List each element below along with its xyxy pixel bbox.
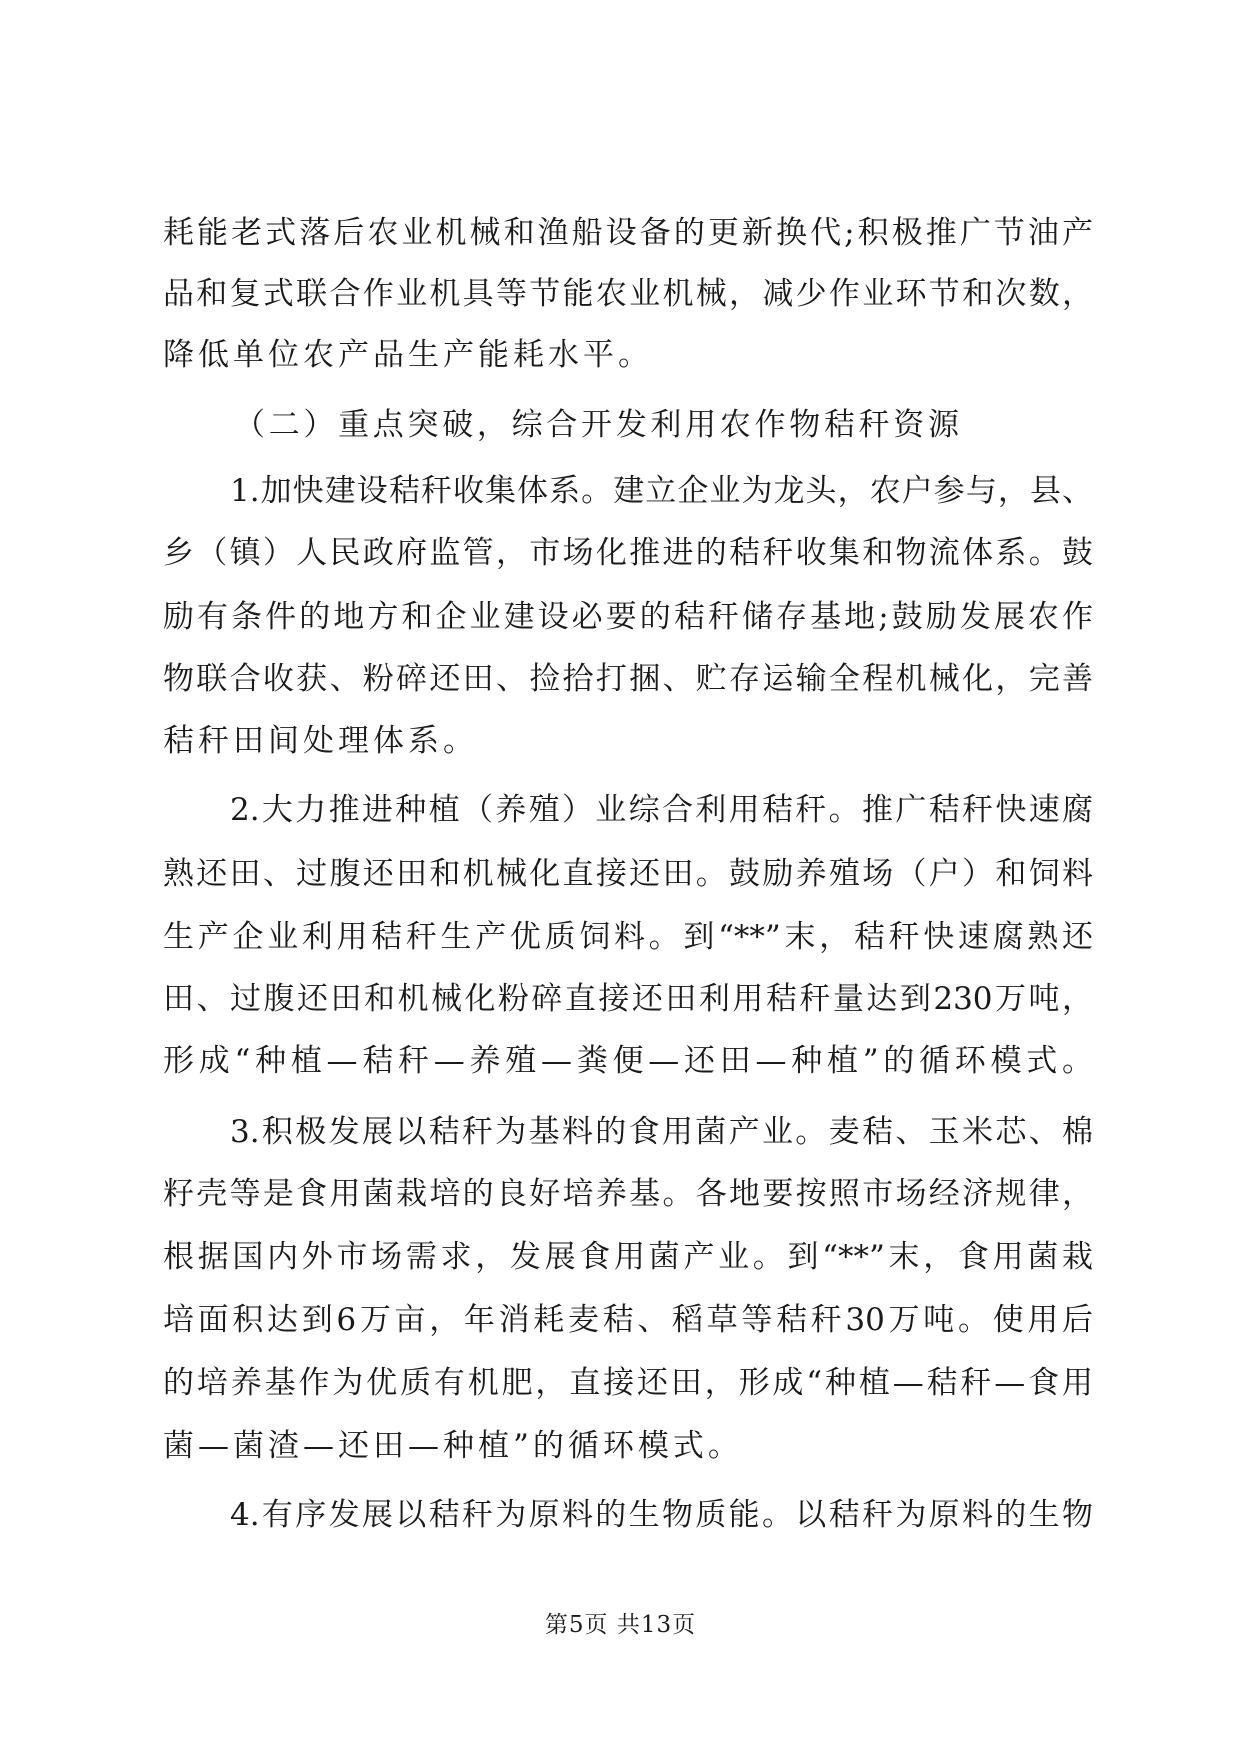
body-text-line: 耗能老式落后农业机械和渔船设备的更新换代;积极推广节油产 bbox=[163, 215, 1093, 251]
body-text-line: 物联合收获、粉碎还田、捡拾打捆、贮存运输全程机械化，完善 bbox=[163, 661, 1093, 697]
body-text-line: 励有条件的地方和企业建设必要的秸秆储存基地;鼓励发展农作 bbox=[163, 599, 1093, 635]
body-text-line: 形成“种植—秸秆—养殖—粪便—还田—种植”的循环模式。 bbox=[163, 1043, 1093, 1079]
body-text-line: 的培养基作为优质有机肥，直接还田，形成“种植—秸秆—食用 bbox=[163, 1365, 1093, 1401]
body-text-line: 3.积极发展以秸秆为基料的食用菌产业。麦秸、玉米芯、棉 bbox=[230, 1114, 1093, 1150]
body-text-line: 熟还田、过腹还田和机械化直接还田。鼓励养殖场（户）和饲料 bbox=[163, 856, 1093, 892]
body-text-line: 根据国内外市场需求，发展食用菌产业。到“**”末，食用菌栽 bbox=[163, 1239, 1093, 1275]
section-heading: （二）重点突破，综合开发利用农作物秸秆资源 bbox=[234, 407, 959, 443]
body-text-line: 品和复式联合作业机具等节能农业机械，减少作业环节和次数， bbox=[163, 276, 1093, 312]
page-number-footer: 第5页 共13页 bbox=[544, 1612, 697, 1638]
body-text-line: 田、过腹还田和机械化粉碎直接还田利用秸秆量达到230万吨， bbox=[163, 981, 1093, 1017]
body-text-line: 1.加快建设秸秆收集体系。建立企业为龙头，农户参与，县、 bbox=[230, 473, 1093, 509]
body-text-line: 4.有序发展以秸秆为原料的生物质能。以秸秆为原料的生物 bbox=[230, 1497, 1093, 1533]
body-text-line: 籽壳等是食用菌栽培的良好培养基。各地要按照市场经济规律， bbox=[163, 1176, 1093, 1212]
body-text-line: 培面积达到6万亩，年消耗麦秸、稻草等秸秆30万吨。使用后 bbox=[163, 1302, 1093, 1338]
body-text-line: 菌—菌渣—还田—种植”的循环模式。 bbox=[163, 1428, 743, 1464]
body-text-line: 乡（镇）人民政府监管，市场化推进的秸秆收集和物流体系。鼓 bbox=[163, 535, 1093, 571]
body-text-line: 降低单位农产品生产能耗水平。 bbox=[163, 337, 653, 373]
body-text-line: 2.大力推进种植（养殖）业综合利用秸秆。推广秸秆快速腐 bbox=[230, 792, 1093, 828]
body-text-line: 生产企业利用秸秆生产优质饲料。到“**”末，秸秆快速腐熟还 bbox=[163, 919, 1093, 955]
body-text-line: 秸秆田间处理体系。 bbox=[163, 723, 478, 759]
